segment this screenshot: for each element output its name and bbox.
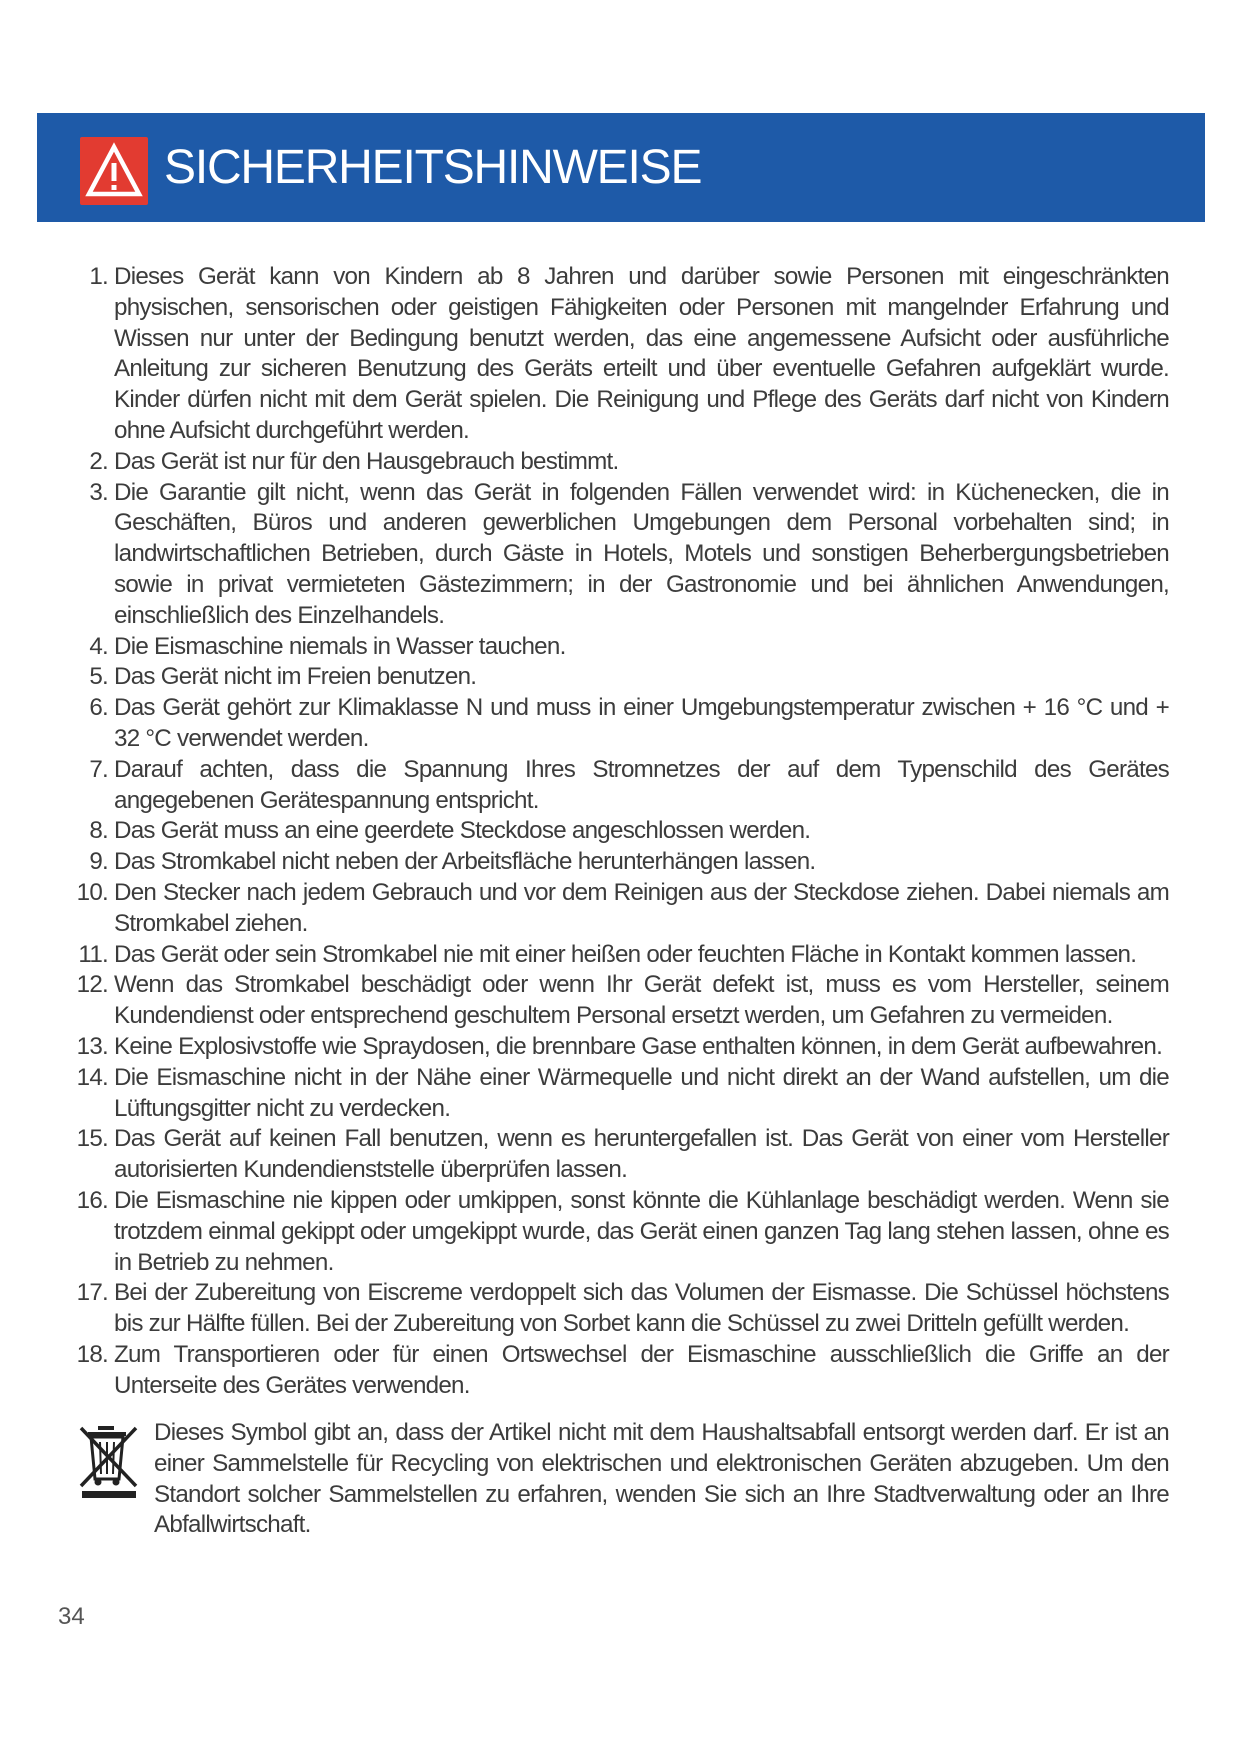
list-item-number: 9. bbox=[89, 848, 108, 876]
list-item-number: 16. bbox=[76, 1186, 108, 1214]
list-item bbox=[70, 693, 1169, 755]
list-item bbox=[70, 447, 1169, 478]
list-item-number: 5. bbox=[89, 663, 108, 691]
safety-instructions-list bbox=[70, 262, 1169, 1401]
warning-triangle-icon bbox=[80, 137, 148, 205]
list-item-number: 13. bbox=[76, 1032, 108, 1060]
list-item-text: Das Gerät oder sein Stromkabel nie mit einer heißen oder feuchten Fläche in Kontakt kommen lassen. bbox=[114, 940, 1137, 968]
list-item-number: 15. bbox=[76, 1125, 108, 1153]
list-item bbox=[70, 632, 1169, 663]
list-item-number: 6. bbox=[89, 694, 108, 722]
list-item-number: 18. bbox=[76, 1340, 108, 1368]
list-item-number: 7. bbox=[89, 755, 108, 783]
list-item-text: Keine Explosivstoffe wie Spraydosen, die brennbare Gase enthalten können, in dem Gerät aufbewahren. bbox=[114, 1032, 1163, 1060]
list-item-text: Die Garantie gilt nicht, wenn das Gerät in folgenden Fällen verwendet wird: in Küchenecken, die in Geschäften, Büros und anderen gewerblichen Umgebungen dem Personal vorbehalten sind; in landwirtschaftlichen Betrieben, durch Gäste in Hotels, Motels und sonstigen Beherbergungsbetrieben sowie in privat vermieteten Gästezimmern; in der Gastronomie und bei ähnlichen Anwendungen, einschließlich des Einzelhandels. bbox=[114, 478, 1169, 629]
list-item-text: Das Gerät ist nur für den Hausgebrauch bestimmt. bbox=[114, 447, 619, 475]
list-item-number: 1. bbox=[89, 263, 108, 290]
list-item-text: Den Stecker nach jedem Gebrauch und vor dem Reinigen aus der Steckdose ziehen. Dabei niemals am Stromkabel ziehen. bbox=[114, 878, 1169, 937]
list-item-number: 2. bbox=[89, 447, 108, 475]
list-item-text: Das Gerät muss an eine geerdete Steckdose angeschlossen werden. bbox=[114, 817, 811, 845]
list-item-text: Das Gerät auf keinen Fall benutzen, wenn es heruntergefallen ist. Das Gerät von einer vom Hersteller autorisierten Kundendienststelle überprüfen lassen. bbox=[114, 1125, 1169, 1184]
list-item-number: 17. bbox=[76, 1279, 108, 1307]
list-item-number: 3. bbox=[89, 478, 108, 506]
list-item bbox=[70, 1186, 1169, 1278]
list-item bbox=[70, 1032, 1169, 1063]
list-item bbox=[70, 878, 1169, 940]
weee-notice bbox=[78, 1418, 1169, 1541]
list-item bbox=[70, 1278, 1169, 1340]
list-item bbox=[70, 1063, 1169, 1125]
list-item bbox=[70, 816, 1169, 847]
section-header bbox=[37, 113, 1205, 222]
list-item bbox=[70, 940, 1169, 971]
list-item-text: Bei der Zubereitung von Eiscreme verdoppelt sich das Volumen der Eismasse. Die Schüssel höchstens bis zur Hälfte füllen. Bei der Zubereitung von Sorbet kann die Schüssel zu zwei Dritteln gefüllt werden. bbox=[114, 1279, 1169, 1338]
list-item bbox=[70, 1124, 1169, 1186]
list-item-text: Die Eismaschine niemals in Wasser tauchen. bbox=[114, 632, 566, 660]
list-item-number: 14. bbox=[76, 1063, 108, 1091]
list-item-text: Dieses Gerät kann von Kindern ab 8 Jahren und darüber sowie Personen mit eingeschränkten physischen, sensorischen oder geistigen Fähigkeiten oder Personen mit mangelnder Erfahrung und Wissen nur unter der Bedingung benutzt werden, das eine angemessene Aufsicht oder ausführliche Anleitung zur sicheren Benutzung des Geräts erteilt und über eventuelle Gefahren aufgeklärt wurde. Kinder dürfen nicht mit dem Gerät spielen. Die Reinigung und Pflege des Geräts darf nicht von Kindern ohne Aufsicht durchgeführt werden. bbox=[114, 263, 1169, 444]
list-item bbox=[70, 662, 1169, 693]
list-item-text: Die Eismaschine nie kippen oder umkippen, sonst könnte die Kühlanlage beschädigt werden. Wenn sie trotzdem einmal gekippt oder umgekippt wurde, das Gerät einen ganzen Tag lang stehen lassen, ohne es in Betrieb zu nehmen. bbox=[114, 1186, 1169, 1276]
warning-badge bbox=[80, 137, 148, 205]
list-item-number: 11. bbox=[78, 940, 108, 968]
list-item-text: Darauf achten, dass die Spannung Ihres Stromnetzes der auf dem Typenschild des Gerätes angegebenen Gerätespannung entspricht. bbox=[114, 755, 1169, 814]
list-item bbox=[70, 970, 1169, 1032]
page-title: SICHERHEITSHINWEISE bbox=[164, 141, 702, 194]
list-item-number: 4. bbox=[89, 632, 108, 660]
list-item-text: Das Gerät gehört zur Klimaklasse N und muss in einer Umgebungstemperatur zwischen + 16 °C und + 32 °C verwendet werden. bbox=[114, 694, 1169, 752]
list-item-text: Das Stromkabel nicht neben der Arbeitsfläche herunterhängen lassen. bbox=[114, 848, 816, 876]
weee-text: Dieses Symbol gibt an, dass der Artikel nicht mit dem Haushaltsabfall entsorgt werden darf. Er ist an einer Sammelstelle für Recycling von elektrischen und elektronischen Geräten abzugeben. Um den Standort solcher Sammelstellen zu erfahren, wenden Sie sich an Ihre Stadtverwaltung oder an Ihre Abfallwirtschaft. bbox=[154, 1419, 1169, 1539]
list-item-number: 12. bbox=[76, 971, 108, 999]
list-item bbox=[70, 755, 1169, 817]
list-item-text: Zum Transportieren oder für einen Ortswechsel der Eismaschine ausschließlich die Griffe an der Unterseite des Gerätes verwenden. bbox=[114, 1340, 1169, 1399]
list-item bbox=[70, 262, 1169, 447]
list-item-number: 10. bbox=[76, 878, 108, 906]
list-item-text: Wenn das Stromkabel beschädigt oder wenn Ihr Gerät defekt ist, muss es vom Hersteller, seinem Kundendienst oder entsprechend geschultem Personal ersetzt werden, um Gefahren zu vermeiden. bbox=[114, 971, 1169, 1030]
list-item-text: Das Gerät nicht im Freien benutzen. bbox=[114, 663, 477, 691]
list-item bbox=[70, 1340, 1169, 1402]
list-item bbox=[70, 478, 1169, 632]
page-number: 34 bbox=[58, 1603, 85, 1630]
list-item-text: Die Eismaschine nicht in der Nähe einer Wärmequelle und nicht direkt an der Wand aufstellen, um die Lüftungsgitter nicht zu verdecken. bbox=[114, 1063, 1169, 1122]
list-item bbox=[70, 847, 1169, 878]
crossed-out-wheelie-bin-icon bbox=[78, 1424, 140, 1500]
list-item-number: 8. bbox=[89, 817, 108, 845]
